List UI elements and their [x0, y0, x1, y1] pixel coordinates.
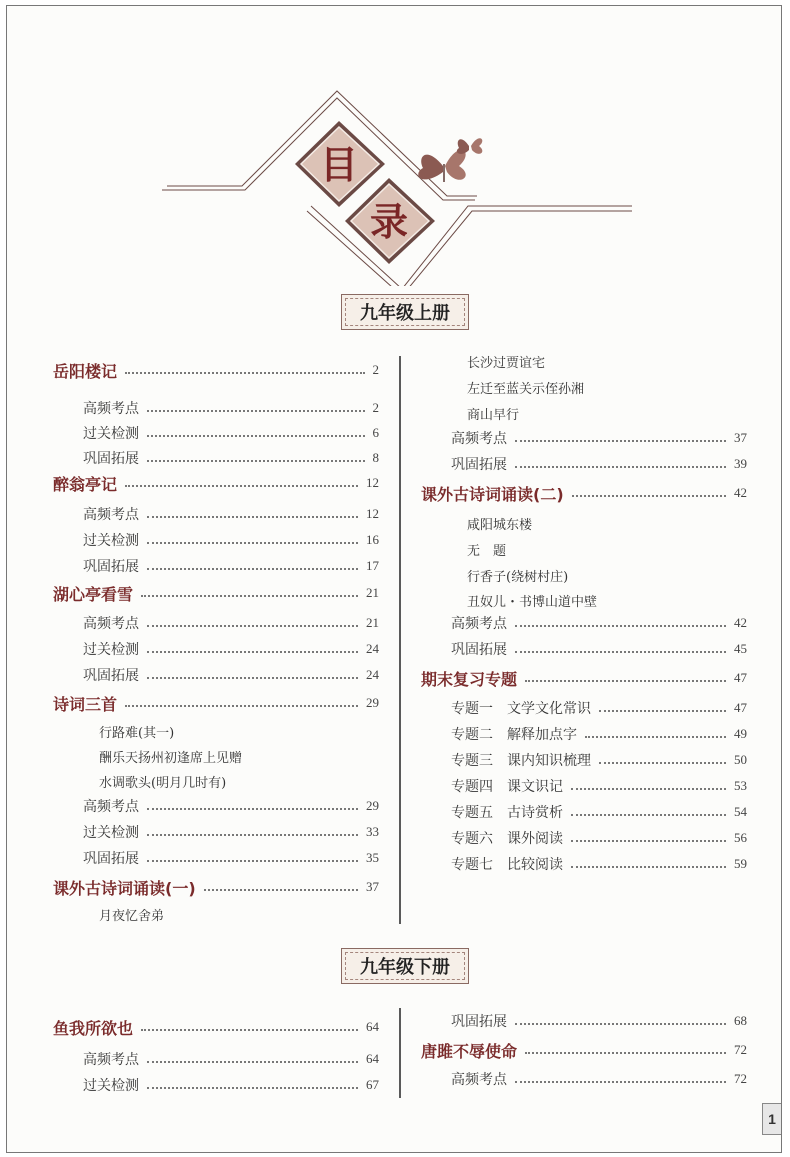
toc-subentry[interactable]: [451, 697, 747, 719]
poem-title: 行路难(其一): [99, 726, 175, 741]
toc-sub-label: 高频考点: [83, 616, 139, 632]
toc-page: 29: [366, 798, 379, 813]
poem-title: 咸阳城东楼: [467, 518, 533, 533]
toc-page: 42: [734, 485, 747, 500]
toc-subentry[interactable]: [451, 612, 747, 634]
toc-page: 16: [366, 532, 379, 547]
leader-dots: [125, 485, 358, 487]
poem-title: 酬乐天扬州初逢席上见赠: [99, 751, 243, 766]
page-number: 1: [762, 1103, 781, 1135]
toc-sub-label: 高频考点: [83, 507, 139, 523]
toc-subentry[interactable]: [83, 1074, 379, 1096]
toc-page: 64: [366, 1019, 379, 1034]
toc-subentry[interactable]: [451, 427, 747, 449]
leader-dots: [147, 568, 358, 570]
toc-sub-label: 过关检测: [83, 533, 139, 549]
toc-sub-label: 巩固拓展: [83, 668, 139, 684]
toc-sub-label: 过关检测: [83, 426, 139, 442]
toc-subentry[interactable]: [83, 447, 379, 469]
toc-subentry[interactable]: [83, 664, 379, 686]
leader-dots: [571, 788, 726, 790]
toc-page: 64: [366, 1051, 379, 1066]
toc-sub-label: 过关检测: [83, 825, 139, 841]
poem-title: 行香子(绕树村庄): [467, 570, 569, 585]
leader-dots: [147, 651, 358, 653]
toc-page: 72: [734, 1071, 747, 1086]
toc-sub-label: 专题四 课文识记: [451, 779, 563, 795]
leader-dots: [147, 1061, 358, 1063]
leader-dots: [515, 1081, 726, 1083]
leader-dots: [515, 651, 726, 653]
poem-title: 水调歌头(明月几时有): [99, 776, 227, 791]
toc-title: 醉翁亭记: [53, 474, 118, 494]
toc-title: 唐雎不辱使命: [421, 1041, 518, 1061]
toc-sub-label: 巩固拓展: [451, 457, 507, 473]
toc-title: 课外古诗词诵读(一): [53, 878, 196, 898]
toc-sub-label: 过关检测: [83, 1078, 139, 1094]
leader-dots: [147, 625, 358, 627]
leader-dots: [515, 440, 726, 442]
toc-subentry[interactable]: [83, 503, 379, 525]
leader-dots: [571, 840, 726, 842]
toc-entry-tangju[interactable]: [421, 1039, 747, 1061]
toc-subentry[interactable]: [83, 555, 379, 577]
butterfly-small-icon: [457, 138, 482, 154]
toc-page: 29: [366, 695, 379, 710]
toc-page: 56: [734, 830, 747, 845]
leader-dots: [147, 834, 358, 836]
toc-page: 49: [734, 726, 747, 741]
leader-dots: [141, 595, 358, 597]
toc-page: 12: [366, 506, 379, 521]
toc-sub-label: 巩固拓展: [83, 559, 139, 575]
toc-page: 2: [372, 400, 379, 415]
poem-title: 商山早行: [467, 408, 520, 423]
leader-dots: [147, 410, 365, 412]
leader-dots: [599, 710, 726, 712]
toc-page: 21: [366, 585, 379, 600]
toc-subentry[interactable]: [83, 529, 379, 551]
leader-dots: [515, 466, 726, 468]
toc-sub-label: 过关检测: [83, 642, 139, 658]
toc-subentry[interactable]: [83, 821, 379, 843]
toc-entry-zuiwengtingji[interactable]: [53, 472, 379, 494]
toc-subentry[interactable]: [451, 827, 747, 849]
leader-dots: [147, 808, 358, 810]
volume-label-lower-text: 九年级下册: [360, 957, 450, 978]
poem-title: 丑奴儿・书博山道中壁: [467, 595, 598, 610]
toc-sub-label: 专题七 比较阅读: [451, 857, 563, 873]
toc-page: 33: [366, 824, 379, 839]
toc-sub-label: 巩固拓展: [451, 642, 507, 658]
leader-dots: [147, 677, 358, 679]
toc-sub-label: 巩固拓展: [451, 1014, 507, 1030]
toc-subentry[interactable]: [451, 453, 747, 475]
leader-dots: [147, 542, 358, 544]
leader-dots: [147, 860, 358, 862]
leader-dots: [515, 1023, 726, 1025]
poem-title: 月夜忆舍弟: [99, 909, 165, 924]
toc-entry-yueyanglouji[interactable]: [53, 359, 379, 381]
toc-subentry[interactable]: [83, 795, 379, 817]
title-char-2: 录: [369, 200, 409, 244]
toc-page: 54: [734, 804, 747, 819]
toc-page: 37: [366, 879, 379, 894]
toc-page: 47: [734, 700, 747, 715]
volume-label-upper: [341, 294, 469, 330]
header-decoration: [7, 6, 781, 286]
toc-title: 鱼我所欲也: [53, 1018, 134, 1038]
toc-title: 诗词三首: [53, 694, 118, 714]
toc-subentry[interactable]: [451, 1010, 747, 1032]
toc-page: 21: [366, 615, 379, 630]
leader-dots: [572, 495, 726, 497]
toc-sub-label: 高频考点: [451, 616, 507, 632]
butterfly-icon: [418, 150, 465, 182]
toc-subentry[interactable]: [83, 847, 379, 869]
toc-subentry[interactable]: [83, 1048, 379, 1070]
title-char-1: 目: [319, 143, 359, 187]
leader-dots: [599, 762, 726, 764]
toc-sub-label: 高频考点: [451, 1072, 507, 1088]
toc-entry-shicisanshou[interactable]: [53, 692, 379, 714]
toc-title: 课外古诗词诵读(二): [421, 484, 564, 504]
poem-title: 左迁至蓝关示侄孙湘: [467, 382, 585, 397]
page: [6, 5, 782, 1153]
toc-title: 湖心亭看雪: [53, 584, 134, 604]
leader-dots: [525, 1052, 726, 1054]
toc-title: 岳阳楼记: [53, 361, 118, 381]
toc-sub-label: 专题二 解释加点字: [451, 727, 577, 743]
toc-page: 67: [366, 1077, 379, 1092]
toc-subentry[interactable]: [83, 397, 379, 419]
leader-dots: [147, 435, 365, 437]
toc-subentry[interactable]: [451, 801, 747, 823]
toc-subentry[interactable]: [83, 422, 379, 444]
leader-dots: [585, 736, 726, 738]
leader-dots: [147, 1087, 358, 1089]
toc-title: 期末复习专题: [421, 669, 518, 689]
toc-subentry[interactable]: [451, 749, 747, 771]
toc-page: 68: [734, 1013, 747, 1028]
toc-entry-yuwosuoyuye[interactable]: [53, 1016, 379, 1038]
poem-title: 长沙过贾谊宅: [467, 356, 546, 371]
toc-page: 35: [366, 850, 379, 865]
leader-dots: [204, 889, 358, 891]
toc-page: 17: [366, 558, 379, 573]
column-divider: [399, 356, 401, 924]
toc-sub-label: 专题一 文学文化常识: [451, 701, 591, 717]
toc-page: 42: [734, 615, 747, 630]
column-divider: [399, 1008, 401, 1098]
leader-dots: [147, 460, 365, 462]
leader-dots: [515, 625, 726, 627]
leader-dots: [147, 516, 358, 518]
volume-label-upper-text: 九年级上册: [360, 303, 450, 324]
toc-page: 39: [734, 456, 747, 471]
toc-subentry[interactable]: [451, 1068, 747, 1090]
toc-subentry[interactable]: [451, 853, 747, 875]
toc-sub-label: 专题五 古诗赏析: [451, 805, 563, 821]
toc-page: 50: [734, 752, 747, 767]
toc-page: 72: [734, 1042, 747, 1057]
toc-entry-kewai-1[interactable]: [53, 876, 379, 898]
toc-sub-label: 高频考点: [83, 799, 139, 815]
toc-page: 24: [366, 667, 379, 682]
leader-dots: [141, 1029, 358, 1031]
toc-page: 24: [366, 641, 379, 656]
toc-entry-kewai-2[interactable]: [421, 482, 747, 504]
toc-page: 59: [734, 856, 747, 871]
toc-sub-label: 高频考点: [83, 401, 139, 417]
toc-sub-label: 专题六 课外阅读: [451, 831, 563, 847]
toc-page: 2: [372, 362, 379, 377]
leader-dots: [525, 680, 726, 682]
toc-sub-label: 高频考点: [83, 1052, 139, 1068]
toc-entry-qimo[interactable]: [421, 667, 747, 689]
toc-page: 45: [734, 641, 747, 656]
leader-dots: [125, 705, 358, 707]
volume-label-lower: [341, 948, 469, 984]
toc-page: 53: [734, 778, 747, 793]
leader-dots: [571, 866, 726, 868]
toc-sub-label: 专题三 课内知识梳理: [451, 753, 591, 769]
toc-page: 6: [372, 425, 379, 440]
toc-sub-label: 巩固拓展: [83, 451, 139, 467]
toc-page: 12: [366, 475, 379, 490]
toc-page: 47: [734, 670, 747, 685]
toc-subentry[interactable]: [83, 638, 379, 660]
leader-dots: [571, 814, 726, 816]
toc-sub-label: 巩固拓展: [83, 851, 139, 867]
poem-title: 无 题: [467, 544, 507, 559]
toc-sub-label: 高频考点: [451, 431, 507, 447]
toc-subentry[interactable]: [451, 723, 747, 745]
toc-subentry[interactable]: [451, 775, 747, 797]
toc-subentry[interactable]: [451, 638, 747, 660]
toc-page: 8: [372, 450, 379, 465]
toc-subentry[interactable]: [83, 612, 379, 634]
leader-dots: [125, 372, 364, 374]
toc-entry-huxintingkanxue[interactable]: [53, 582, 379, 604]
toc-page: 37: [734, 430, 747, 445]
